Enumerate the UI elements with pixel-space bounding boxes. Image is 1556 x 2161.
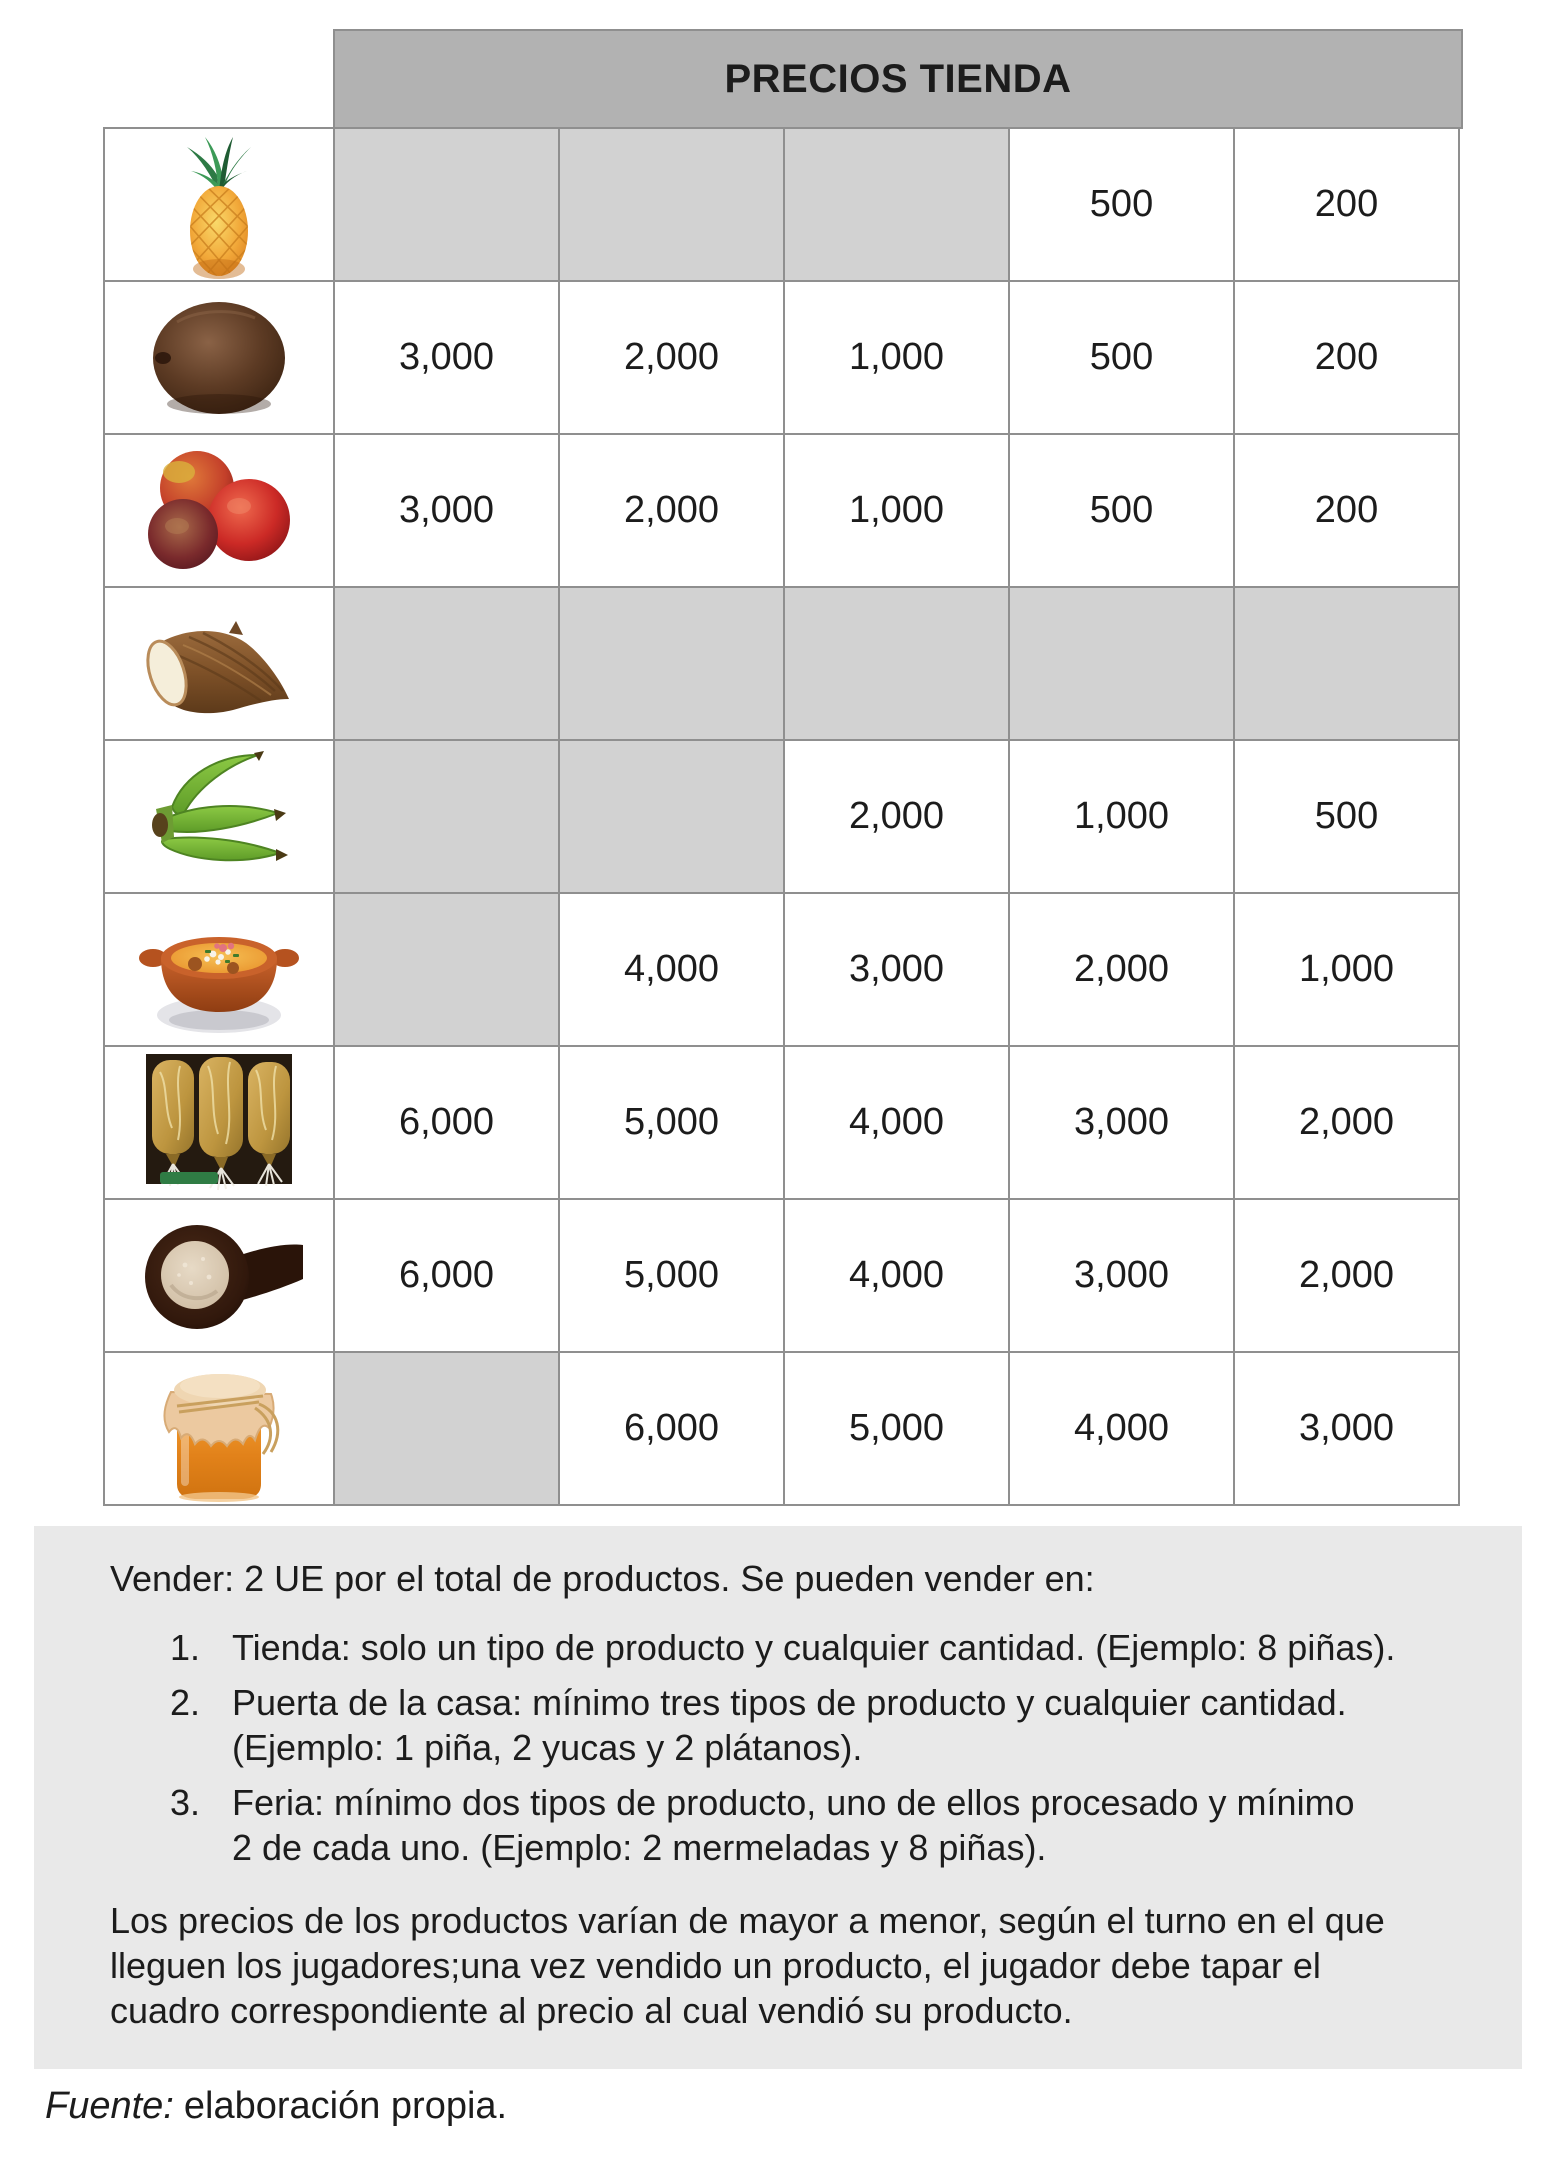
price-cell-1-5: 200	[1235, 129, 1458, 280]
price-cell-9-3: 5,000	[785, 1353, 1008, 1504]
product-cell-yuca	[105, 588, 333, 739]
price-cell-7-4: 3,000	[1010, 1047, 1233, 1198]
price-cell-2-2: 2,000	[560, 282, 783, 433]
price-cell-3-1: 3,000	[335, 435, 558, 586]
yuca-root-image	[133, 603, 305, 725]
price-cell-2-4: 500	[1010, 282, 1233, 433]
price-cell-5-4: 1,000	[1010, 741, 1233, 892]
price-cell-3-5: 200	[1235, 435, 1458, 586]
price-cell-8-4: 3,000	[1010, 1200, 1233, 1351]
list-item-text: Puerta de la casa: mínimo tres tipos de producto y cualquier cantidad.	[232, 1682, 1347, 1723]
table-header-precios-tienda	[333, 29, 1463, 129]
price-cell-9-5: 3,000	[1235, 1353, 1458, 1504]
list-item-number: 1.	[170, 1627, 201, 1668]
list-item-number: 3.	[170, 1782, 201, 1823]
price-cell-4-3	[785, 588, 1008, 739]
price-cell-6-5: 1,000	[1235, 894, 1458, 1045]
price-cell-7-1: 6,000	[335, 1047, 558, 1198]
price-cell-6-4: 2,000	[1010, 894, 1233, 1045]
price-cell-6-1	[335, 894, 558, 1045]
list-item-number: 2.	[170, 1682, 201, 1723]
price-cell-7-5: 2,000	[1235, 1047, 1458, 1198]
price-cell-5-3: 2,000	[785, 741, 1008, 892]
product-cell-pineapple	[105, 129, 333, 280]
price-cell-3-3: 1,000	[785, 435, 1008, 586]
price-cell-4-2	[560, 588, 783, 739]
price-cell-4-4	[1010, 588, 1233, 739]
soup-bowl-image	[133, 900, 305, 1040]
price-cell-6-3: 3,000	[785, 894, 1008, 1045]
price-cell-2-3: 1,000	[785, 282, 1008, 433]
pineapple-image	[167, 131, 271, 279]
list-item-text: Tienda: solo un tipo de producto y cualquier cantidad. (Ejemplo: 8 piñas).	[232, 1627, 1396, 1668]
pineapple-crown	[187, 137, 251, 193]
product-cell-chontaduro	[105, 435, 333, 586]
rules-list	[170, 1625, 1492, 1870]
rules-paragraph: Los precios de los productos varían de mayor a menor, según el turno en el que lleguen los jugadores;una vez vendido un producto, el jugador debe tapar el cuadro correspondiente al precio al cual vendió su producto.	[110, 1900, 1385, 2031]
price-cell-4-5	[1235, 588, 1458, 739]
rules-intro: Vender: 2 UE por el total de productos. Se pueden vender en:	[110, 1558, 1095, 1599]
price-cell-1-1	[335, 129, 558, 280]
price-cell-9-4: 4,000	[1010, 1353, 1233, 1504]
price-cell-7-2: 5,000	[560, 1047, 783, 1198]
product-cell-soup	[105, 894, 333, 1045]
product-cell-plantains	[105, 741, 333, 892]
flour-spoon-image	[133, 1207, 305, 1345]
jam-jar-image	[145, 1354, 293, 1504]
wrapped-bundles-image	[144, 1052, 294, 1194]
price-cell-3-2: 2,000	[560, 435, 783, 586]
price-cell-9-2: 6,000	[560, 1353, 783, 1504]
list-item-feria	[170, 1780, 1492, 1870]
price-cell-3-4: 500	[1010, 435, 1233, 586]
price-cell-6-2: 4,000	[560, 894, 783, 1045]
source-text: elaboración propia.	[183, 2085, 508, 2127]
product-cell-flour-spoon	[105, 1200, 333, 1351]
rules-notes-block	[34, 1526, 1522, 2069]
list-item-tienda	[170, 1625, 1492, 1670]
price-cell-8-3: 4,000	[785, 1200, 1008, 1351]
product-cell-jam	[105, 1353, 333, 1504]
price-cell-4-1	[335, 588, 558, 739]
price-cell-9-1	[335, 1353, 558, 1504]
list-item-text: 2 de cada uno. (Ejemplo: 2 mermeladas y 8 piñas).	[232, 1827, 1047, 1868]
borojo-fruit-image	[137, 292, 301, 424]
list-item-text: (Ejemplo: 1 piña, 2 yucas y 2 plátanos).	[232, 1727, 863, 1768]
price-cell-5-5: 500	[1235, 741, 1458, 892]
product-cell-bundles	[105, 1047, 333, 1198]
price-cell-5-2	[560, 741, 783, 892]
price-cell-2-1: 3,000	[335, 282, 558, 433]
price-table	[103, 127, 1460, 1506]
source-label: Fuente:	[45, 2085, 174, 2127]
price-cell-2-5: 200	[1235, 282, 1458, 433]
product-cell-borojo	[105, 282, 333, 433]
price-cell-8-5: 2,000	[1235, 1200, 1458, 1351]
green-plantains-image	[138, 747, 300, 887]
price-cell-1-3	[785, 129, 1008, 280]
table-title: PRECIOS TIENDA	[724, 56, 1072, 101]
price-cell-8-2: 5,000	[560, 1200, 783, 1351]
price-cell-5-1	[335, 741, 558, 892]
price-cell-1-4: 500	[1010, 129, 1233, 280]
price-cell-1-2	[560, 129, 783, 280]
list-item-text: Feria: mínimo dos tipos de producto, uno de ellos procesado y mínimo	[232, 1782, 1355, 1823]
source-line	[45, 2085, 507, 2128]
chontaduro-fruits-image	[139, 444, 299, 578]
price-cell-8-1: 6,000	[335, 1200, 558, 1351]
price-cell-7-3: 4,000	[785, 1047, 1008, 1198]
list-item-puerta	[170, 1680, 1492, 1770]
